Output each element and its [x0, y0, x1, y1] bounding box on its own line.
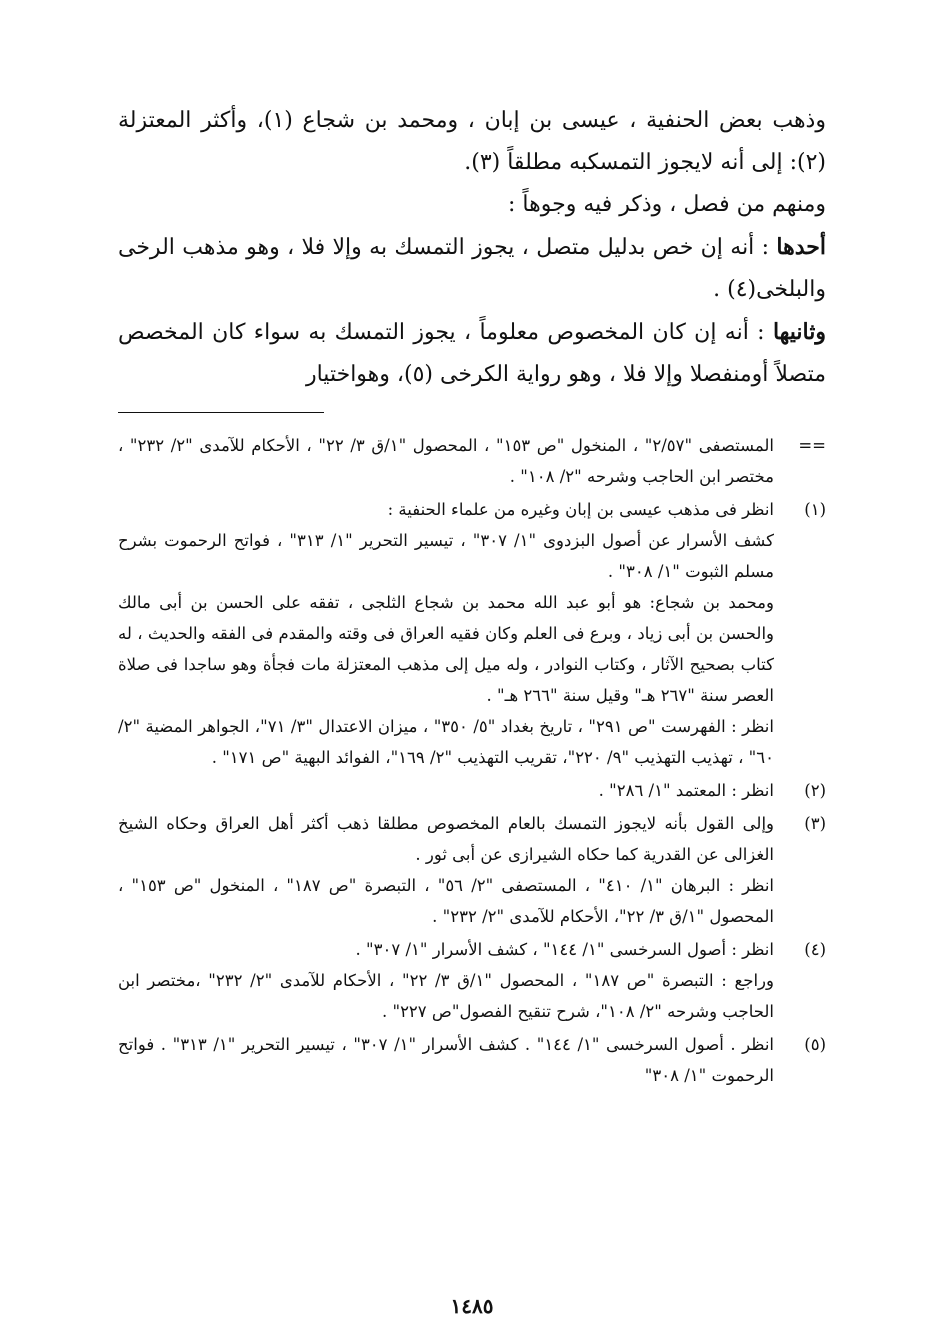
- paragraph-4-label: وثانيها: [772, 319, 826, 345]
- paragraph-1: وذهب بعض الحنفية ، عيسى بن إبان ، ومحمد بن شجاع (١)، وأكثر المعتزلة (٢): إلى أنه لايجوز التمسكبه مطلقاً (٣).: [118, 108, 826, 175]
- footnote-text: انظر فى مذهب عيسى بن إبان وغيره من علماء الحنفية :: [387, 500, 774, 519]
- footnote-text: انظر : المعتمد "١/ ٢٨٦" .: [598, 781, 774, 800]
- footnote-text: ومحمد بن شجاع: هو أبو عبد الله محمد بن شجاع الثلجى ، تفقه على الحسن بن أبى مالك والحسن بن أبى زياد ، وبرع فى العلم وكان فقيه العراق فى وقته والمقدم فى الفقه والحديث ، له كتاب بصحيح الآثار ، وكتاب النوادر ، وله ميل إلى مذهب المعتزلة مات فجأة وهو ساجدا فى صلاة العصر سنة "٢٦٧ هـ" وقيل سنة "٢٦٦ هـ" .: [118, 593, 774, 705]
- footnote: [118, 808, 826, 932]
- footnote-text: انظر : البرهان "١/ ٤١٠" ، المستصفى "٢/ ٥٦" ، التبصرة "ص ١٨٧" ، المنخول "ص ١٥٣" ، المحصول "١/ق ٣/ ٢٢"، الأحكام للآمدى "٢/ ٢٣٢" .: [118, 876, 775, 926]
- footnote-text: وراجع : التبصرة "ص ١٨٧" ، المحصول "١/ق ٣/ ٢٢" ، الأحكام للآمدى "٢/ ٢٣٢" ،مختصر ابن الحاجب وشرحه "٢/ ١٠٨"، شرح تنقيح الفصول"ص ٢٢٧" .: [118, 971, 774, 1021]
- paragraph-4: [118, 311, 826, 396]
- footnote-text: انظر : أصول السرخسى "١/ ١٤٤" ، كشف الأسرار "١/ ٣٠٧" .: [355, 940, 774, 959]
- main-text: [118, 100, 826, 396]
- footnote-number: (٢): [804, 781, 826, 800]
- footnote-text: انظر : الفهرست "ص ٢٩١" ، تاريخ بغداد "٥/ ٣٥٠" ، ميزان الاعتدال "٣/ ٧١"، الجواهر المضية "٢/ ٦٠" ، تهذيب التهذيب "٩/ ٢٢٠"، تقريب التهذيب "٢/ ١٦٩"، الفوائد البهية "ص ١٧١" .: [118, 717, 774, 767]
- footnote-number: (١): [804, 500, 826, 519]
- footnote-text: وإلى القول بأنه لايجوز التمسك بالعام المخصوص مطلقا ذهب أكثر أهل العراق وحكاه الشيخ الغزالى عن القدرية كما حكاه الشيرازى عن أبى ثور .: [118, 814, 774, 864]
- paragraph-3: [118, 226, 826, 311]
- footnote-number: (٤): [804, 940, 826, 959]
- footnote-text: المستصفى "٢/٥٧" ، المنخول "ص ١٥٣" ، المحصول "١/ق ٣/ ٢٢" ، الأحكام للآمدى "٢/ ٢٣٢" ، مختصر ابن الحاجب وشرحه "٢/ ١٠٨" .: [118, 436, 774, 486]
- footnote-separator: [118, 412, 324, 413]
- paragraph-4-body: : أنه إن كان المخصوص معلوماً ، يجوز التمسك به سواء كان المخصص متصلاً أومنفصلا وإلا فلا ، وهو رواية الكرخى (٥)، وهواختيار: [118, 320, 826, 387]
- footnote: [118, 775, 826, 806]
- footnote-number: (٥): [804, 1035, 826, 1054]
- footnote: [118, 1029, 826, 1091]
- paragraph-3-body: : أنه إن خص بدليل متصل ، يجوز التمسك به وإلا فلا ، وهو مذهب الرخى والبلخى(٤) .: [118, 235, 826, 302]
- paragraph-2: ومنهم من فصل ، وذكر فيه وجوهاً :: [508, 192, 826, 217]
- footnote: [118, 430, 826, 492]
- footnote-number: ==: [798, 436, 826, 455]
- footnotes: [118, 430, 826, 1093]
- footnote-text: انظر . أصول السرخسى "١/ ١٤٤" . كشف الأسرار "١/ ٣٠٧" ، تيسير التحرير "١/ ٣١٣" . فواتح الرحموت "١/ ٣٠٨": [118, 1035, 774, 1085]
- footnote-text: كشف الأسرار عن أصول البزدوى "١/ ٣٠٧" ، تيسير التحرير "١/ ٣١٣" ، فواتح الرحموت بشرح مسلم الثبوت "١/ ٣٠٨" .: [118, 531, 774, 581]
- footnote: [118, 494, 826, 773]
- paragraph-3-label: أحدها: [776, 234, 826, 260]
- footnote-number: (٣): [804, 814, 826, 833]
- footnote: [118, 934, 826, 1027]
- page-number: ١٤٨٥: [450, 1294, 494, 1318]
